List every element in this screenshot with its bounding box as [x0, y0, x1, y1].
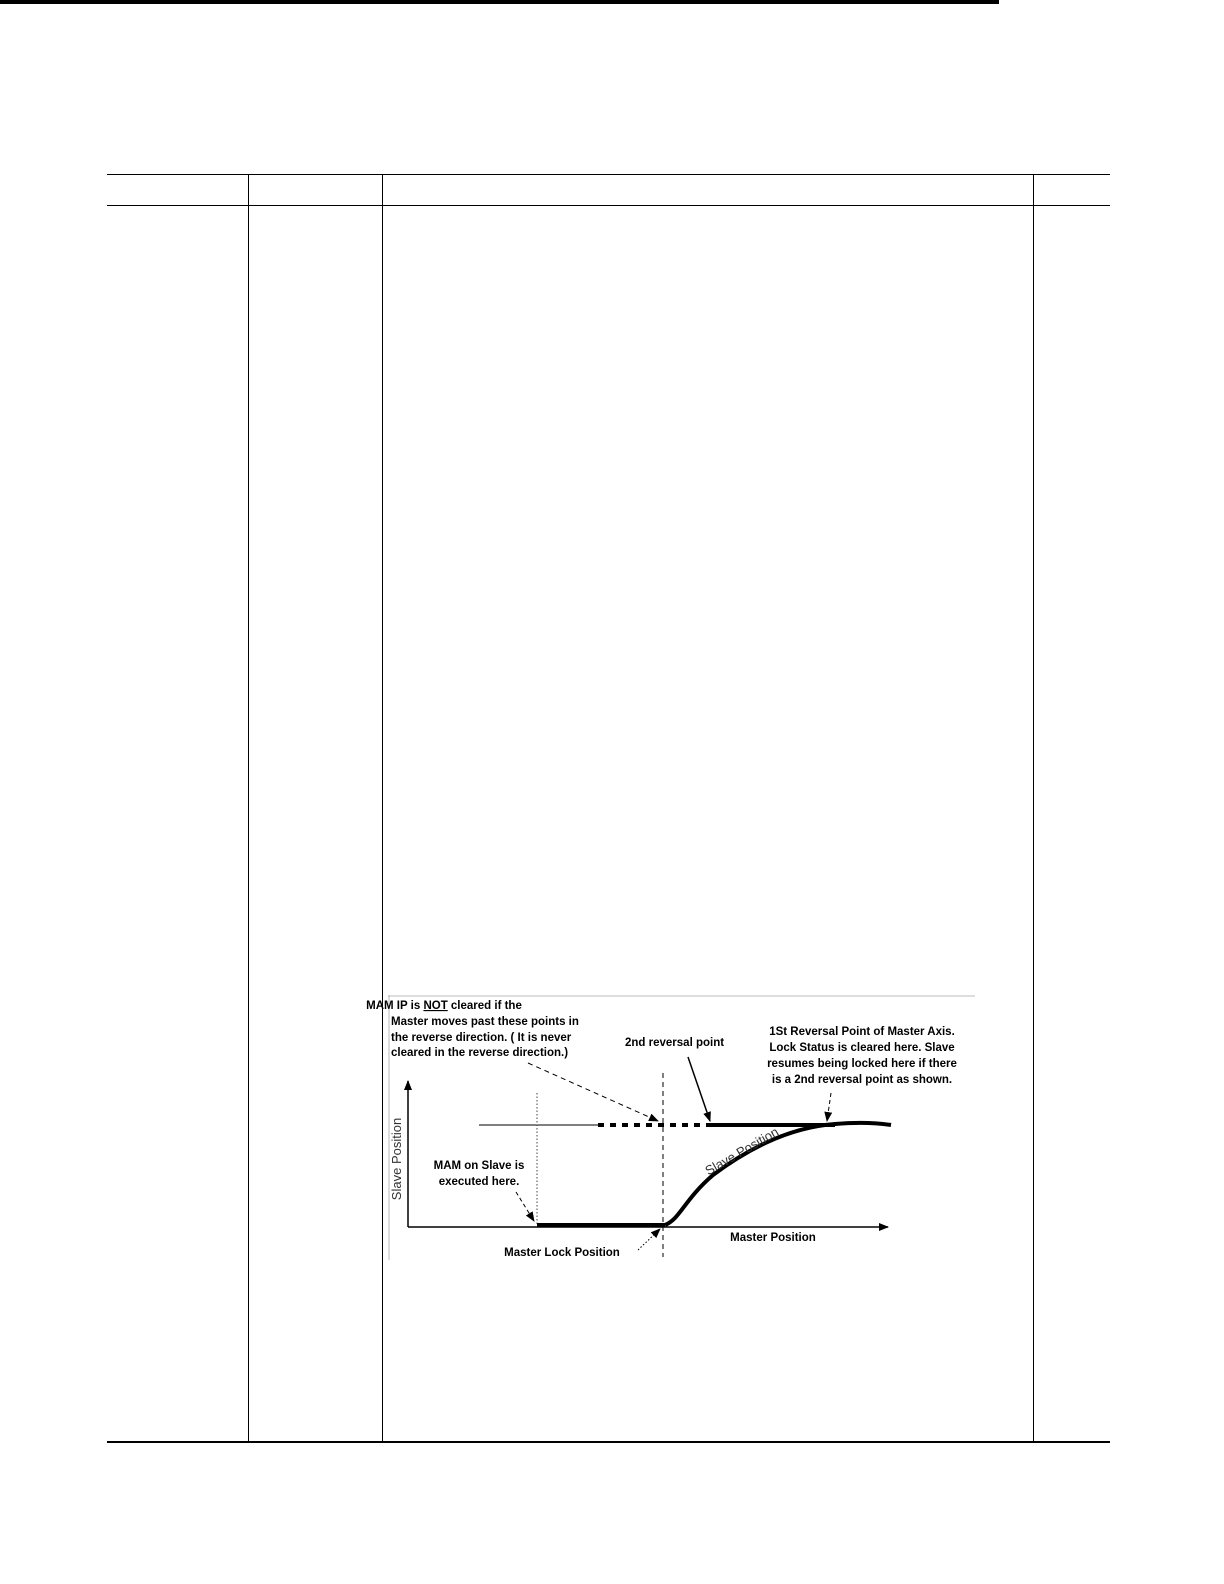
x-axis-label: Master Position	[730, 1232, 816, 1244]
second-reversal-arrow	[688, 1057, 710, 1121]
column-divider-1	[248, 174, 249, 1442]
mam-ip-note-emph: NOT	[423, 1000, 448, 1012]
curve-label: Slave Position	[702, 1124, 782, 1179]
y-axis-label: Slave Position	[389, 1117, 404, 1201]
mam-ip-note-line4: cleared in the reverse direction.)	[391, 1047, 569, 1059]
mam-ip-note-line3: the reverse direction. ( It is never	[391, 1032, 572, 1044]
header-rule	[0, 0, 999, 4]
second-reversal-label: 2nd reversal point	[625, 1037, 725, 1049]
mam-reversal-diagram	[366, 995, 975, 1260]
first-reversal-line2: Lock Status is cleared here. Slave	[769, 1042, 955, 1054]
table-top-border	[107, 174, 1110, 175]
mam-executed-arrow	[516, 1192, 534, 1221]
table-bottom-border	[107, 1441, 1110, 1443]
column-divider-2	[382, 174, 383, 1442]
first-reversal-line3: resumes being locked here if there	[767, 1058, 957, 1070]
master-lock-arrow	[638, 1229, 660, 1250]
first-reversal-line1: 1St Reversal Point of Master Axis.	[769, 1026, 955, 1038]
mam-executed-line2: executed here.	[438, 1176, 520, 1188]
mam-ip-note	[366, 1000, 522, 1012]
column-divider-3	[1033, 174, 1034, 1442]
mam-ip-note-arrow	[528, 1063, 658, 1121]
first-reversal-line4: is a 2nd reversal point as shown.	[771, 1074, 953, 1086]
first-reversal-arrow	[827, 1093, 831, 1121]
mam-ip-note-line2: Master moves past these points in	[391, 1016, 579, 1028]
mam-ip-note-post: cleared if the	[447, 1000, 522, 1012]
master-lock-label: Master Lock Position	[504, 1247, 620, 1259]
mam-ip-note-pre: MAM IP is	[366, 1000, 424, 1012]
table-header-bottom-border	[107, 205, 1110, 206]
mam-executed-line1: MAM on Slave is	[433, 1160, 525, 1172]
